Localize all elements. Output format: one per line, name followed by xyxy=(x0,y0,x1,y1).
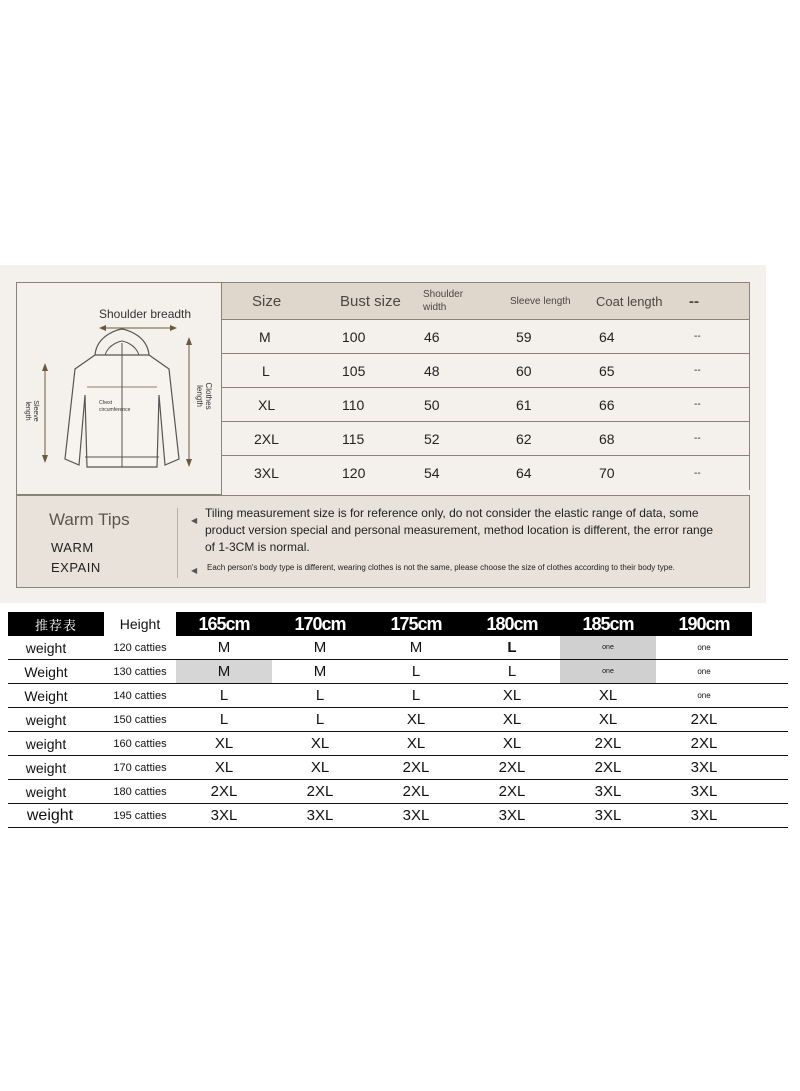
tip-text-2: Each person's body type is different, wearing clothes is not the same, please choose the size of clothes according to their body type. xyxy=(207,563,675,572)
clothes-length-label: Clothes length xyxy=(195,382,213,410)
tip-text-1: Tiling measurement size is for reference only, do not consider the elastic range of data, some product version special and personal measurement, method location is different, the error range of 1-3CM is normal. xyxy=(205,506,714,554)
table-row: XL 110 50 61 66 -- xyxy=(222,388,750,422)
table-row: L 105 48 60 65 -- xyxy=(222,354,750,388)
table-row: weight 195 catties 3XL 3XL 3XL 3XL 3XL 3XL xyxy=(8,804,788,828)
height-180: 180cm xyxy=(464,612,560,636)
table-row: weight 170 catties XL XL 2XL 2XL 2XL 3XL xyxy=(8,756,788,780)
jacket-icon xyxy=(17,283,223,496)
sleeve-length-label: Sleeve length xyxy=(24,400,39,422)
recommendation-table xyxy=(8,612,788,824)
tips-divider xyxy=(177,508,178,578)
height-175: 175cm xyxy=(368,612,464,636)
table-header xyxy=(222,282,750,320)
table-row: weight 120 catties M M M L one one xyxy=(8,636,788,660)
table-row: Weight 130 catties M M L L one one xyxy=(8,660,788,684)
header-extra: -- xyxy=(689,292,699,310)
header-coat: Coat length xyxy=(596,293,663,309)
warm-tips xyxy=(16,495,750,588)
height-165: 165cm xyxy=(176,612,272,636)
chest-label: Chest circumference xyxy=(99,400,131,413)
header-sleeve: Sleeve length xyxy=(510,295,571,307)
tips-expain: EXPAIN xyxy=(51,560,101,575)
table-row: weight 150 catties L L XL XL XL 2XL xyxy=(8,708,788,732)
table-row: 2XL 115 52 62 68 -- xyxy=(222,422,750,456)
table-row: Weight 140 catties L L L XL XL one xyxy=(8,684,788,708)
tip-arrow-icon: ◀ xyxy=(191,516,198,525)
size-table xyxy=(222,282,750,495)
height-170: 170cm xyxy=(272,612,368,636)
table-row: weight 180 catties 2XL 2XL 2XL 2XL 3XL 3XL xyxy=(8,780,788,804)
table-row: M 100 46 59 64 -- xyxy=(222,320,750,354)
measurement-diagram xyxy=(16,282,222,495)
shoulder-breadth-label: Shoulder breadth xyxy=(99,307,192,321)
header-bust: Bust size xyxy=(340,292,401,310)
header-size: Size xyxy=(252,292,282,310)
table-row: weight 160 catties XL XL XL XL 2XL 2XL xyxy=(8,732,788,756)
height-label: Height xyxy=(104,612,176,636)
recommendation-header xyxy=(8,612,788,636)
height-185: 185cm xyxy=(560,612,656,636)
tips-title: Warm Tips xyxy=(49,510,130,529)
height-190: 190cm xyxy=(656,612,752,636)
table-row: 3XL 120 54 64 70 -- xyxy=(222,456,750,490)
corner-label: 推荐表 xyxy=(8,612,104,636)
tip-arrow-icon: ◀ xyxy=(191,566,198,575)
tips-warm: WARM xyxy=(51,540,94,555)
header-shoulder: Shoulder width xyxy=(423,289,464,313)
